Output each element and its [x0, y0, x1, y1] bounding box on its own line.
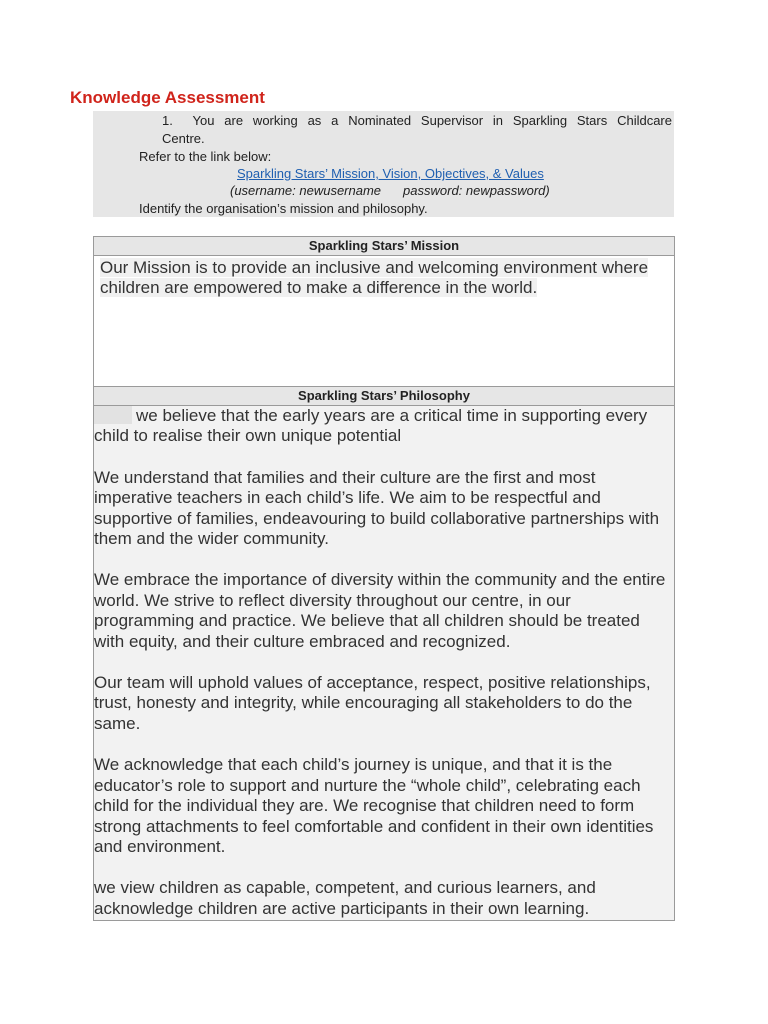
mission-answer-cell[interactable]: [94, 256, 675, 387]
password-text: password: newpassword): [403, 183, 550, 198]
highlight-block: [94, 406, 132, 424]
question-number: 1.: [162, 113, 173, 128]
philosophy-header: Sparkling Stars’ Philosophy: [94, 387, 675, 406]
answer-table: [93, 236, 675, 921]
philosophy-paragraph: We understand that families and their culture are the first and most imperative teachers in each child’s life. We aim to be respectful and supportive of families, endeavouring to build collaborative partnerships with them and the wider community.: [94, 467, 660, 549]
philosophy-paragraph: we view children as capable, competent, and curious learners, and acknowledge children are active participants in their own learning.: [94, 878, 596, 918]
page-title: Knowledge Assessment: [70, 88, 265, 107]
refer-text: Refer to the link below:: [139, 149, 272, 164]
credentials-text: [230, 183, 550, 198]
mission-header: Sparkling Stars’ Mission: [94, 237, 675, 256]
question-block: [93, 111, 674, 217]
philosophy-answer-text: [94, 406, 674, 919]
question-text-line2: Centre.: [162, 131, 205, 146]
philosophy-paragraph: We embrace the importance of diversity within the community and the entire world. We strive to reflect diversity throughout our centre, in our programming and practice. We believe that all children should be treated with equity, and their culture embraced and recognized.: [94, 570, 666, 651]
philosophy-paragraph: Our team will uphold values of acceptance, respect, positive relationships, trust, honesty and integrity, while encouraging all stakeholders to do the same.: [94, 673, 651, 733]
mission-values-link[interactable]: Sparkling Stars’ Mission, Vision, Objectives, & Values: [237, 166, 544, 181]
question-text-line1: 1. You are working as a Nominated Supervisor in Sparkling Stars Childcare: [162, 113, 672, 128]
philosophy-paragraph: we believe that the early years are a critical time in supporting every child to realise their own unique potential: [94, 406, 648, 446]
username-text: (username: newusername: [230, 183, 382, 198]
instruction-text: Identify the organisation’s mission and philosophy.: [139, 201, 428, 216]
philosophy-answer-cell[interactable]: [94, 406, 675, 921]
mission-answer-text: Our Mission is to provide an inclusive and welcoming environment where children are empowered to make a difference in the world.: [100, 258, 649, 297]
philosophy-paragraph: We acknowledge that each child’s journey is unique, and that it is the educator’s role to support and nurture the “whole child”, celebrating each child for the individual they are. We recognise that children need to form strong attachments to feel comfortable and confident in their own identities and environment.: [94, 755, 654, 856]
